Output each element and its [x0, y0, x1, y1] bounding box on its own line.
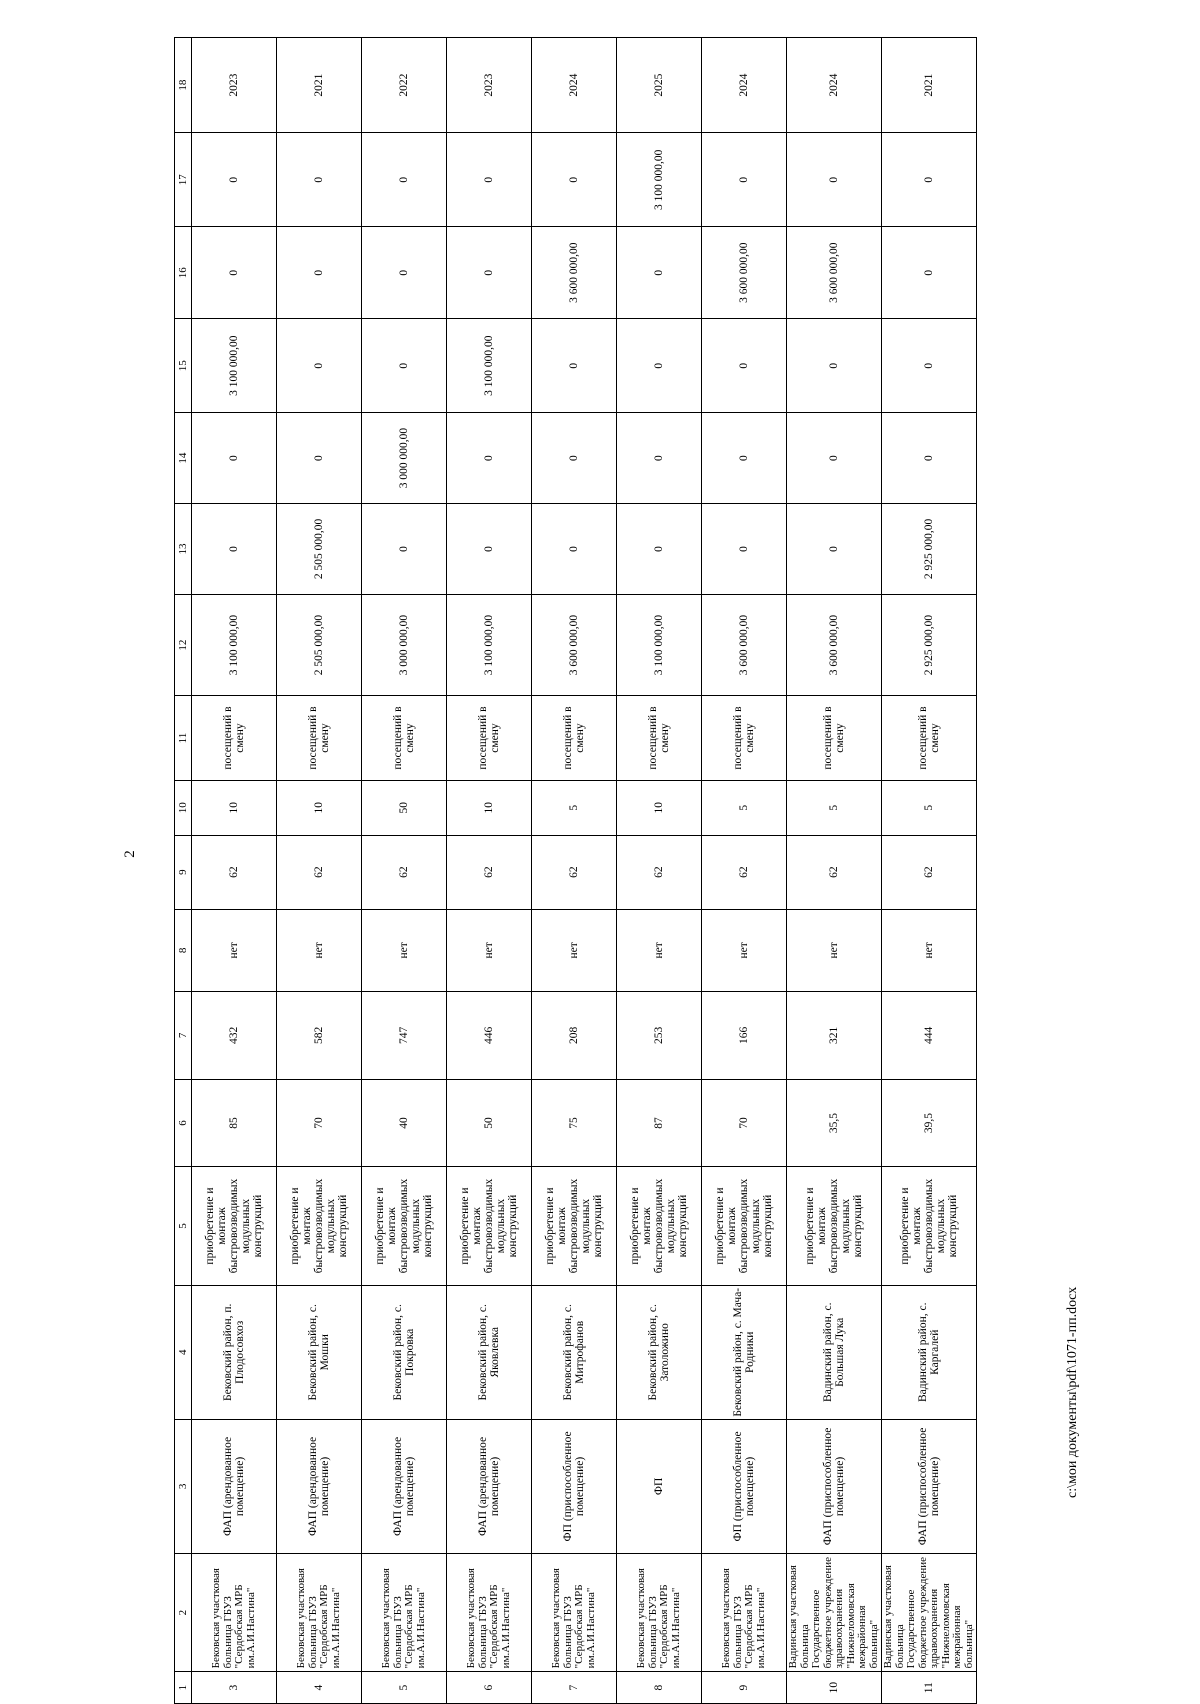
column-number-cell: 4: [175, 1285, 192, 1419]
table-cell: 0: [702, 133, 787, 227]
table-cell: 2024: [787, 38, 882, 133]
table-cell: 10: [447, 780, 532, 835]
table-cell: 0: [277, 227, 362, 319]
table-cell: 0: [882, 413, 977, 504]
table-cell: 50: [447, 1079, 532, 1167]
table-row: [787, 38, 882, 1704]
table-cell: 8: [617, 1672, 702, 1704]
table-cell: 2 505 000,00: [277, 594, 362, 695]
table-cell: 0: [362, 133, 447, 227]
table-cell: 62: [362, 835, 447, 909]
table-cell: Вадинская участковая больница Государственное бюджетное учреждение здравоохранения "Нижнеломовская межрайонная больница": [787, 1554, 882, 1672]
table-cell: 0: [787, 504, 882, 595]
column-number-cell: 11: [175, 696, 192, 781]
column-number-cell: 7: [175, 992, 192, 1080]
column-number-cell: 12: [175, 594, 192, 695]
column-number-cell: 17: [175, 133, 192, 227]
table-cell: 3 100 000,00: [617, 594, 702, 695]
table-cell: Бековская участковая больница ГБУЗ "Сердобская МРБ им.А.И.Настина": [192, 1554, 277, 1672]
table-cell: приобретение и монтаж быстровозводимых модульных конструкций: [617, 1167, 702, 1285]
table-cell: 432: [192, 992, 277, 1080]
table-cell: 2025: [617, 38, 702, 133]
table-cell: Бековский район, с. Яковлевка: [447, 1285, 532, 1419]
table-cell: посещений в смену: [617, 696, 702, 781]
table-cell: Бековская участковая больница ГБУЗ "Сердобская МРБ им.А.И.Настина": [362, 1554, 447, 1672]
table-cell: 0: [192, 227, 277, 319]
column-number-cell: 18: [175, 38, 192, 133]
table-cell: приобретение и монтаж быстровозводимых модульных конструкций: [192, 1167, 277, 1285]
table-cell: 2021: [277, 38, 362, 133]
footer-file-path: c:\мои документы\pdf\1071-пп.docx: [1065, 1286, 1080, 1498]
table-cell: 0: [277, 413, 362, 504]
table-cell: Бековская участковая больница ГБУЗ "Сердобская МРБ им.А.И.Настина": [277, 1554, 362, 1672]
table-cell: 70: [702, 1079, 787, 1167]
column-number-cell: 6: [175, 1079, 192, 1167]
table-cell: приобретение и монтаж быстровозводимых модульных конструкций: [447, 1167, 532, 1285]
table-cell: 3 600 000,00: [532, 594, 617, 695]
table-cell: 0: [882, 319, 977, 413]
column-number-cell: 3: [175, 1419, 192, 1553]
table-cell: посещений в смену: [362, 696, 447, 781]
table-cell: 0: [882, 133, 977, 227]
table-cell: Вадинский район, с. Большая Лука: [787, 1285, 882, 1419]
table-cell: ФАП (приспособленное помещение): [787, 1419, 882, 1553]
table-row: [617, 38, 702, 1704]
table-cell: 5: [702, 780, 787, 835]
column-number-cell: 2: [175, 1554, 192, 1672]
table-cell: 3 600 000,00: [702, 227, 787, 319]
table-cell: 62: [192, 835, 277, 909]
table-cell: Бековская участковая больница ГБУЗ "Сердобская МРБ им.А.И.Настина": [702, 1554, 787, 1672]
table-cell: приобретение и монтаж быстровозводимых модульных конструкций: [702, 1167, 787, 1285]
table-cell: нет: [702, 909, 787, 991]
table-cell: 5: [787, 780, 882, 835]
table-cell: 3 600 000,00: [787, 594, 882, 695]
table-cell: ФАП (арендованное помещение): [447, 1419, 532, 1553]
table-cell: 253: [617, 992, 702, 1080]
table-cell: Бековская участковая больница ГБУЗ "Сердобская МРБ им.А.И.Настина": [532, 1554, 617, 1672]
table-cell: 3: [192, 1672, 277, 1704]
table-cell: 2023: [192, 38, 277, 133]
column-number-cell: 1: [175, 1672, 192, 1704]
table-row: [277, 38, 362, 1704]
table-cell: 2022: [362, 38, 447, 133]
table-cell: посещений в смену: [787, 696, 882, 781]
column-number-cell: 8: [175, 909, 192, 991]
table-cell: Вадинский район, с. Каргалей: [882, 1285, 977, 1419]
table-cell: 0: [277, 319, 362, 413]
column-number-cell: 16: [175, 227, 192, 319]
table-cell: посещений в смену: [192, 696, 277, 781]
table-row: [882, 38, 977, 1704]
table-cell: 5: [532, 780, 617, 835]
table-cell: 3 600 000,00: [787, 227, 882, 319]
table-cell: Бековский район, с. Покровка: [362, 1285, 447, 1419]
table-cell: 10: [787, 1672, 882, 1704]
table-cell: 0: [617, 227, 702, 319]
table-cell: 3 100 000,00: [447, 319, 532, 413]
table-cell: нет: [882, 909, 977, 991]
column-number-cell: 13: [175, 504, 192, 595]
table-cell: 582: [277, 992, 362, 1080]
table-cell: 0: [277, 133, 362, 227]
table-cell: приобретение и монтаж быстровозводимых модульных конструкций: [532, 1167, 617, 1285]
table-cell: 62: [882, 835, 977, 909]
table-cell: 0: [617, 319, 702, 413]
table-cell: 0: [447, 504, 532, 595]
column-number-row: [175, 38, 192, 1704]
table-cell: 85: [192, 1079, 277, 1167]
table-cell: 446: [447, 992, 532, 1080]
table-cell: Бековская участковая больница ГБУЗ "Сердобская МРБ им.А.И.Настина": [447, 1554, 532, 1672]
table-cell: Бековская участковая больница ГБУЗ "Сердобская МРБ им.А.И.Настина": [617, 1554, 702, 1672]
table-cell: 0: [787, 133, 882, 227]
table-cell: нет: [617, 909, 702, 991]
table-row: [702, 38, 787, 1704]
column-number-cell: 5: [175, 1167, 192, 1285]
table-cell: 0: [362, 319, 447, 413]
table-cell: посещений в смену: [702, 696, 787, 781]
table-cell: 2023: [447, 38, 532, 133]
table-cell: посещений в смену: [882, 696, 977, 781]
table-body: [175, 38, 977, 1704]
table-cell: 2 925 000,00: [882, 504, 977, 595]
table-row: [532, 38, 617, 1704]
table-cell: Бековский район, п. Плодосовхоз: [192, 1285, 277, 1419]
page-number: 2: [122, 850, 138, 858]
table-cell: 444: [882, 992, 977, 1080]
table-cell: ФАП (арендованное помещение): [192, 1419, 277, 1553]
table-row: [447, 38, 532, 1704]
table-cell: 0: [702, 319, 787, 413]
table-cell: 0: [787, 319, 882, 413]
table-cell: 62: [532, 835, 617, 909]
table-cell: 87: [617, 1079, 702, 1167]
table-cell: 0: [447, 133, 532, 227]
table-cell: 0: [532, 504, 617, 595]
table-cell: 3 600 000,00: [532, 227, 617, 319]
table-row: [192, 38, 277, 1704]
column-number-cell: 9: [175, 835, 192, 909]
table-cell: 0: [192, 504, 277, 595]
table-cell: 747: [362, 992, 447, 1080]
table-cell: ФП (приспособленное помещение): [702, 1419, 787, 1553]
table-cell: 0: [532, 319, 617, 413]
table-cell: 40: [362, 1079, 447, 1167]
table-cell: 2024: [532, 38, 617, 133]
table-cell: 3 100 000,00: [192, 594, 277, 695]
table-cell: 3 100 000,00: [447, 594, 532, 695]
table-cell: 3 000 000,00: [362, 413, 447, 504]
table-cell: 0: [617, 504, 702, 595]
table-cell: 0: [702, 504, 787, 595]
table-cell: посещений в смену: [447, 696, 532, 781]
table-cell: 0: [787, 413, 882, 504]
table-cell: 7: [532, 1672, 617, 1704]
table-cell: 11: [882, 1672, 977, 1704]
table-cell: нет: [787, 909, 882, 991]
table-cell: 10: [617, 780, 702, 835]
table-cell: 3 000 000,00: [362, 594, 447, 695]
table-cell: 0: [362, 504, 447, 595]
table-cell: Бековский район, с. Затоложино: [617, 1285, 702, 1419]
table-cell: приобретение и монтаж быстровозводимых модульных конструкций: [362, 1167, 447, 1285]
table-cell: ФАП (арендованное помещение): [277, 1419, 362, 1553]
table-cell: 5: [362, 1672, 447, 1704]
table-cell: ФП: [617, 1419, 702, 1553]
table-cell: 2024: [702, 38, 787, 133]
facilities-table: [174, 37, 977, 1704]
table-cell: 62: [617, 835, 702, 909]
table-cell: 0: [192, 413, 277, 504]
table-cell: 62: [447, 835, 532, 909]
table-cell: приобретение и монтаж быстровозводимых модульных конструкций: [277, 1167, 362, 1285]
table-cell: 2 925 000,00: [882, 594, 977, 695]
table-cell: 3 100 000,00: [192, 319, 277, 413]
table-cell: Бековский район, с. Митрофанов: [532, 1285, 617, 1419]
table-cell: 10: [192, 780, 277, 835]
table-cell: посещений в смену: [532, 696, 617, 781]
table-cell: посещений в смену: [277, 696, 362, 781]
table-cell: приобретение и монтаж быстровозводимых модульных конструкций: [882, 1167, 977, 1285]
rotated-table-container: [174, 37, 992, 1704]
table-cell: Бековский район, с. Мошки: [277, 1285, 362, 1419]
table-cell: нет: [532, 909, 617, 991]
table-cell: 39,5: [882, 1079, 977, 1167]
table-cell: ФАП (арендованное помещение): [362, 1419, 447, 1553]
table-cell: 10: [277, 780, 362, 835]
table-cell: 0: [532, 133, 617, 227]
column-number-cell: 15: [175, 319, 192, 413]
table-cell: 35,5: [787, 1079, 882, 1167]
table-cell: 70: [277, 1079, 362, 1167]
table-cell: 208: [532, 992, 617, 1080]
table-cell: нет: [447, 909, 532, 991]
column-number-cell: 10: [175, 780, 192, 835]
table-cell: Бековский район, с. Мача-Родники: [702, 1285, 787, 1419]
table-cell: 321: [787, 992, 882, 1080]
table-cell: 2021: [882, 38, 977, 133]
table-row: [362, 38, 447, 1704]
column-number-cell: 14: [175, 413, 192, 504]
table-cell: 0: [702, 413, 787, 504]
table-cell: 5: [882, 780, 977, 835]
table-cell: 3 600 000,00: [702, 594, 787, 695]
table-cell: 6: [447, 1672, 532, 1704]
table-cell: 0: [532, 413, 617, 504]
table-cell: 0: [447, 413, 532, 504]
table-cell: 62: [787, 835, 882, 909]
table-cell: 0: [882, 227, 977, 319]
table-cell: 75: [532, 1079, 617, 1167]
table-cell: нет: [362, 909, 447, 991]
table-cell: 2 505 000,00: [277, 504, 362, 595]
table-cell: Вадинская участковая больница Государственное бюджетное учреждение здравоохранения "Нижнеломовская межрайонная больница": [882, 1554, 977, 1672]
table-cell: ФП (приспособленное помещение): [532, 1419, 617, 1553]
table-cell: 9: [702, 1672, 787, 1704]
table-cell: ФАП (приспособленное помещение): [882, 1419, 977, 1553]
table-cell: 0: [362, 227, 447, 319]
table-cell: 0: [192, 133, 277, 227]
table-cell: 62: [277, 835, 362, 909]
table-cell: 0: [447, 227, 532, 319]
table-cell: 3 100 000,00: [617, 133, 702, 227]
table-cell: нет: [192, 909, 277, 991]
table-cell: 166: [702, 992, 787, 1080]
table-cell: 4: [277, 1672, 362, 1704]
table-cell: 0: [617, 413, 702, 504]
table-cell: нет: [277, 909, 362, 991]
table-cell: 50: [362, 780, 447, 835]
table-cell: приобретение и монтаж быстровозводимых модульных конструкций: [787, 1167, 882, 1285]
table-cell: 62: [702, 835, 787, 909]
